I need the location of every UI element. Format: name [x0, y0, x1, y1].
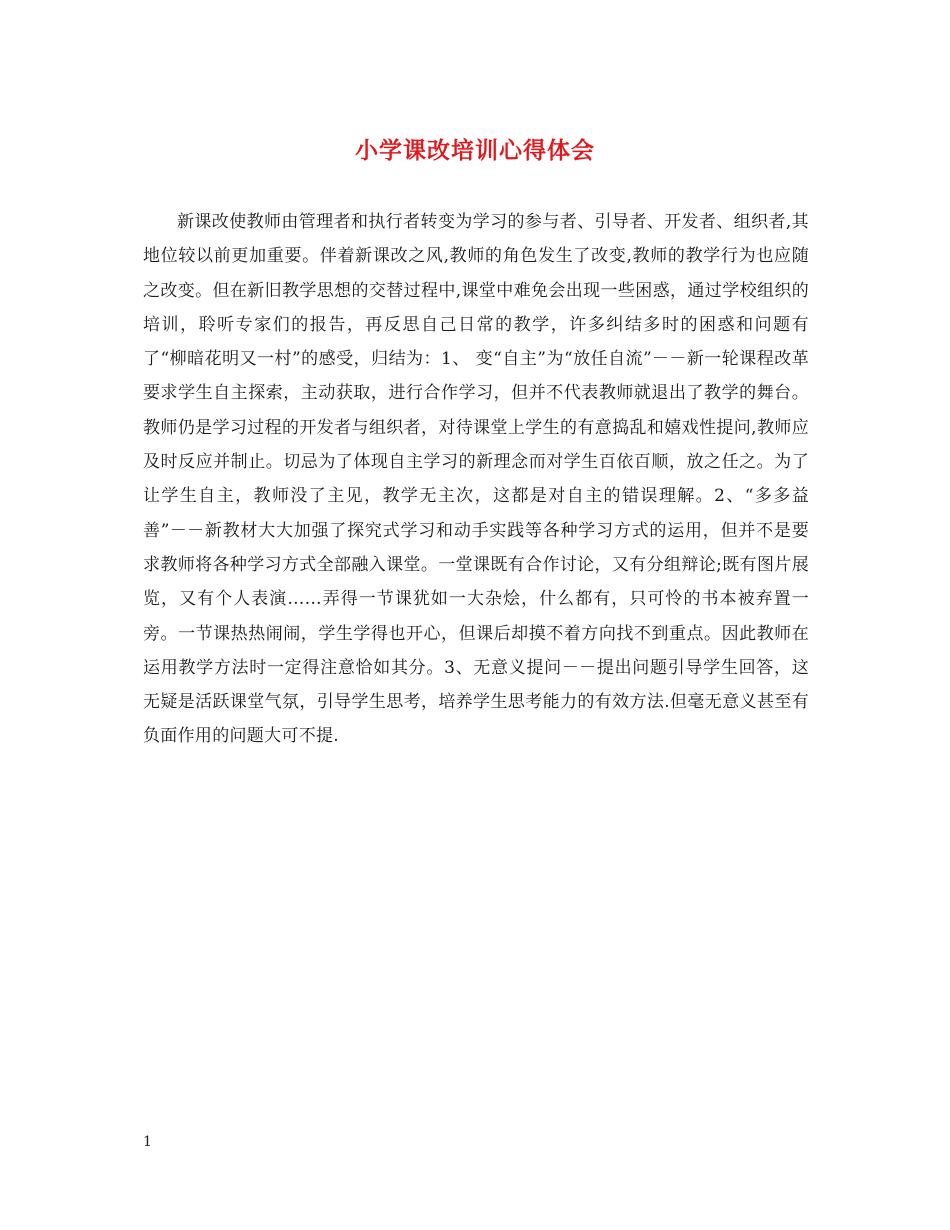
body-paragraph: 新课改使教师由管理者和执行者转变为学习的参与者、引导者、开发者、组织者,其地位较以前更加重要。伴着新课改之风,教师的角色发生了改变,教师的教学行为也应随之改变。但在新旧教学思想的交替过程中,课堂中难免会出现一些困惑，通过学校组织的培训，聆听专家们的报告，再反思自己日常的教学，许多纠结多时的困惑和问题有了“柳暗花明又一村”的感受，归结为：1、 变“自主”为“放任自流”－－新一轮课程改革要求学生自主探索，主动获取，进行合作学习，但并不代表教师就退出了教学的舞台。教师仍是学习过程的开发者与组织者，对待课堂上学生的有意捣乱和嬉戏性提问,教师应及时反应并制止。切忌为了体现自主学习的新理念而对学生百依百顺，放之任之。为了让学生自主，教师没了主见，教学无主次，这都是对自主的错误理解。2、“多多益善”－－新教材大大加强了探究式学习和动手实践等各种学习方式的运用，但并不是要求教师将各种学习方式全部融入课堂。一堂课既有合作讨论，又有分组辩论;既有图片展览，又有个人表演……弄得一节课犹如一大杂烩，什么都有，只可怜的书本被弃置一旁。一节课热热闹闹，学生学得也开心，但课后却摸不着方向找不到重点。因此教师在运用教学方法时一定得注意恰如其分。3、无意义提问－－提出问题引导学生回答，这无疑是活跃课堂气氛，引导学生思考，培养学生思考能力的有效方法.但毫无意义甚至有负面作用的问题大可不提. — [143, 212, 809, 747]
page-number: 1 — [143, 1134, 152, 1150]
document-title: 小学课改培训心得体会 — [355, 137, 595, 164]
